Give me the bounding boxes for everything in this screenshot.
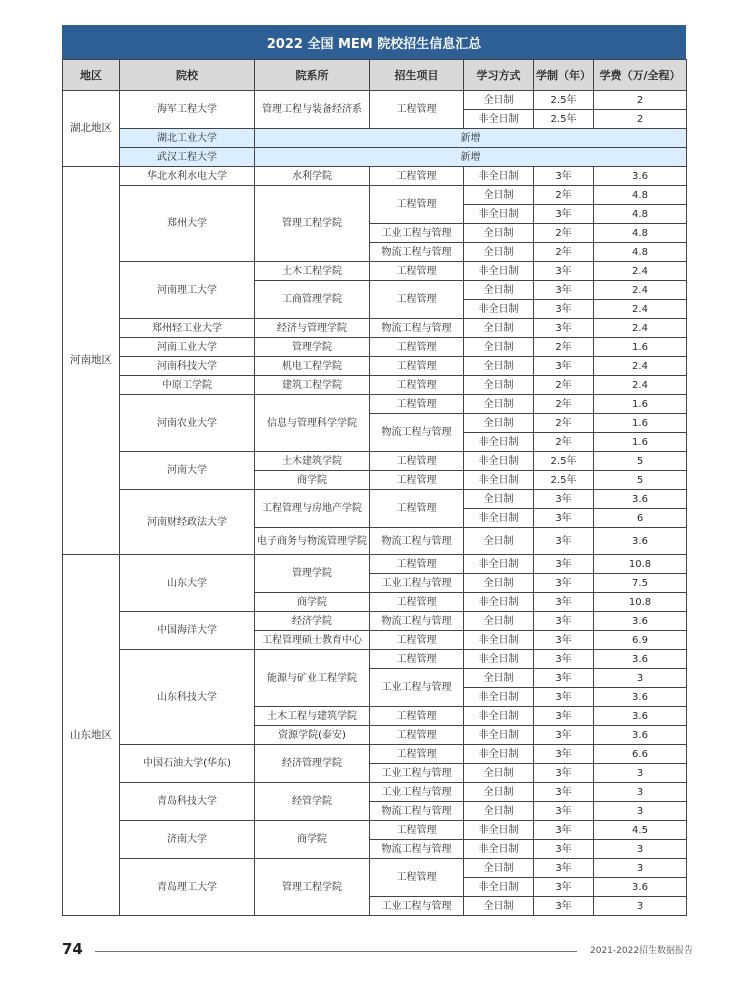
tuition-cell: 4.8 — [594, 205, 687, 224]
duration-cell: 3年 — [534, 688, 594, 707]
department-cell: 商学院 — [255, 593, 370, 612]
mode-cell: 全日制 — [464, 859, 534, 878]
school-cell: 山东科技大学 — [120, 650, 255, 745]
col-header-program: 招生项目 — [370, 60, 464, 91]
school-cell: 郑州轻工业大学 — [120, 319, 255, 338]
program-cell: 工程管理 — [370, 707, 464, 726]
mode-cell: 非全日制 — [464, 745, 534, 764]
mode-cell: 全日制 — [464, 897, 534, 916]
tuition-cell: 3.6 — [594, 612, 687, 631]
mode-cell: 全日制 — [464, 281, 534, 300]
table-row — [63, 319, 687, 338]
department-cell: 信息与管理科学学院 — [255, 395, 370, 452]
tuition-cell: 3.6 — [594, 878, 687, 897]
program-cell: 物流工程与管理 — [370, 528, 464, 555]
duration-cell: 3年 — [534, 593, 594, 612]
col-header-region: 地区 — [63, 60, 120, 91]
duration-cell: 3年 — [534, 878, 594, 897]
program-cell: 工程管理 — [370, 357, 464, 376]
table-row — [63, 395, 687, 414]
duration-cell: 2年 — [534, 338, 594, 357]
duration-cell: 2.5年 — [534, 471, 594, 490]
table-row — [63, 821, 687, 840]
department-cell: 建筑工程学院 — [255, 376, 370, 395]
department-cell: 管理工程与装备经济系 — [255, 91, 370, 129]
duration-cell: 3年 — [534, 897, 594, 916]
school-cell: 湖北工业大学 — [120, 129, 255, 148]
mode-cell: 全日制 — [464, 395, 534, 414]
tuition-cell: 4.5 — [594, 821, 687, 840]
tuition-cell: 3 — [594, 783, 687, 802]
table-row — [63, 91, 687, 110]
mode-cell: 全日制 — [464, 528, 534, 555]
mode-cell: 全日制 — [464, 783, 534, 802]
duration-cell: 2.5年 — [534, 91, 594, 110]
mode-cell: 全日制 — [464, 764, 534, 783]
tuition-cell: 4.8 — [594, 186, 687, 205]
program-cell: 物流工程与管理 — [370, 840, 464, 859]
mode-cell: 非全日制 — [464, 452, 534, 471]
program-cell: 工程管理 — [370, 395, 464, 414]
program-cell: 工程管理 — [370, 490, 464, 528]
department-cell: 水利学院 — [255, 167, 370, 186]
table-title: 2022 全国 MEM 院校招生信息汇总 — [62, 25, 686, 59]
program-cell: 工业工程与管理 — [370, 783, 464, 802]
tuition-cell: 1.6 — [594, 414, 687, 433]
tuition-cell: 3 — [594, 859, 687, 878]
school-cell: 河南农业大学 — [120, 395, 255, 452]
program-cell: 工业工程与管理 — [370, 897, 464, 916]
school-cell: 青岛理工大学 — [120, 859, 255, 916]
mode-cell: 全日制 — [464, 414, 534, 433]
program-cell: 物流工程与管理 — [370, 802, 464, 821]
school-cell: 河南工业大学 — [120, 338, 255, 357]
duration-cell: 2年 — [534, 414, 594, 433]
tuition-cell: 2 — [594, 110, 687, 129]
program-cell: 工程管理 — [370, 593, 464, 612]
mode-cell: 全日制 — [464, 574, 534, 593]
duration-cell: 3年 — [534, 357, 594, 376]
table-row — [63, 338, 687, 357]
mode-cell: 非全日制 — [464, 840, 534, 859]
header-row — [63, 60, 687, 91]
duration-cell: 3年 — [534, 669, 594, 688]
col-header-tuition: 学费（万/全程） — [594, 60, 687, 91]
department-cell: 管理工程学院 — [255, 186, 370, 262]
tuition-cell: 4.8 — [594, 224, 687, 243]
program-cell: 工程管理 — [370, 91, 464, 129]
duration-cell: 3年 — [534, 707, 594, 726]
school-cell: 海军工程大学 — [120, 91, 255, 129]
school-cell: 河南理工大学 — [120, 262, 255, 319]
tuition-cell: 3 — [594, 802, 687, 821]
tuition-cell: 3 — [594, 840, 687, 859]
tuition-cell: 3.6 — [594, 528, 687, 555]
department-cell: 经济学院 — [255, 612, 370, 631]
mode-cell: 非全日制 — [464, 821, 534, 840]
mode-cell: 非全日制 — [464, 110, 534, 129]
mode-cell: 非全日制 — [464, 650, 534, 669]
department-cell: 商学院 — [255, 471, 370, 490]
tuition-cell: 2.4 — [594, 357, 687, 376]
department-cell: 资源学院(泰安) — [255, 726, 370, 745]
tuition-cell: 6 — [594, 509, 687, 528]
duration-cell: 3年 — [534, 745, 594, 764]
program-cell: 物流工程与管理 — [370, 319, 464, 338]
mode-cell: 非全日制 — [464, 726, 534, 745]
duration-cell: 3年 — [534, 650, 594, 669]
program-cell: 物流工程与管理 — [370, 243, 464, 262]
duration-cell: 2年 — [534, 186, 594, 205]
mode-cell: 全日制 — [464, 319, 534, 338]
mode-cell: 全日制 — [464, 802, 534, 821]
program-cell: 工程管理 — [370, 186, 464, 224]
program-cell: 工程管理 — [370, 376, 464, 395]
tuition-cell: 7.5 — [594, 574, 687, 593]
mode-cell: 全日制 — [464, 186, 534, 205]
school-cell: 河南财经政法大学 — [120, 490, 255, 555]
department-cell: 经济与管理学院 — [255, 319, 370, 338]
school-cell: 河南大学 — [120, 452, 255, 490]
program-cell: 工业工程与管理 — [370, 574, 464, 593]
program-cell: 工程管理 — [370, 281, 464, 319]
col-header-school: 院校 — [120, 60, 255, 91]
mode-cell: 非全日制 — [464, 707, 534, 726]
duration-cell: 2年 — [534, 433, 594, 452]
footer-divider — [95, 951, 577, 952]
school-cell: 中国海洋大学 — [120, 612, 255, 650]
department-cell: 管理学院 — [255, 555, 370, 593]
program-cell: 工业工程与管理 — [370, 669, 464, 707]
duration-cell: 3年 — [534, 509, 594, 528]
duration-cell: 3年 — [534, 631, 594, 650]
duration-cell: 3年 — [534, 528, 594, 555]
tuition-cell: 1.6 — [594, 338, 687, 357]
duration-cell: 2.5年 — [534, 452, 594, 471]
tuition-cell: 2.4 — [594, 300, 687, 319]
program-cell: 工程管理 — [370, 471, 464, 490]
table-row — [63, 745, 687, 764]
region-cell: 湖北地区 — [63, 91, 120, 167]
tuition-cell: 1.6 — [594, 433, 687, 452]
duration-cell: 3年 — [534, 262, 594, 281]
table-row — [63, 148, 687, 167]
col-header-duration: 学制（年） — [534, 60, 594, 91]
school-cell: 济南大学 — [120, 821, 255, 859]
duration-cell: 3年 — [534, 840, 594, 859]
mode-cell: 非全日制 — [464, 509, 534, 528]
department-cell: 经管学院 — [255, 783, 370, 821]
col-header-department: 院系所 — [255, 60, 370, 91]
table-row — [63, 262, 687, 281]
duration-cell: 2.5年 — [534, 110, 594, 129]
tuition-cell: 10.8 — [594, 593, 687, 612]
program-cell: 物流工程与管理 — [370, 414, 464, 452]
table-row — [63, 490, 687, 509]
department-cell: 机电工程学院 — [255, 357, 370, 376]
mode-cell: 非全日制 — [464, 878, 534, 897]
page-number: 74 — [62, 940, 83, 958]
tuition-cell: 3 — [594, 897, 687, 916]
mode-cell: 非全日制 — [464, 471, 534, 490]
tuition-cell: 3 — [594, 764, 687, 783]
mode-cell: 非全日制 — [464, 300, 534, 319]
mode-cell: 非全日制 — [464, 167, 534, 186]
program-cell: 工程管理 — [370, 262, 464, 281]
school-cell: 青岛科技大学 — [120, 783, 255, 821]
tuition-cell: 2 — [594, 91, 687, 110]
duration-cell: 3年 — [534, 802, 594, 821]
tuition-cell: 1.6 — [594, 395, 687, 414]
table-row — [63, 650, 687, 669]
mode-cell: 非全日制 — [464, 688, 534, 707]
tuition-cell: 4.8 — [594, 243, 687, 262]
duration-cell: 3年 — [534, 319, 594, 338]
table-row — [63, 859, 687, 878]
duration-cell: 3年 — [534, 574, 594, 593]
tuition-cell: 5 — [594, 471, 687, 490]
table-row — [63, 186, 687, 205]
duration-cell: 3年 — [534, 300, 594, 319]
tuition-cell: 3.6 — [594, 707, 687, 726]
duration-cell: 3年 — [534, 612, 594, 631]
mode-cell: 全日制 — [464, 669, 534, 688]
tuition-cell: 3.6 — [594, 726, 687, 745]
new-cell: 新增 — [255, 148, 687, 167]
department-cell: 工程管理与房地产学院 — [255, 490, 370, 528]
tuition-cell: 3.6 — [594, 650, 687, 669]
school-cell: 山东大学 — [120, 555, 255, 612]
duration-cell: 3年 — [534, 726, 594, 745]
department-cell: 经济管理学院 — [255, 745, 370, 783]
tuition-cell: 10.8 — [594, 555, 687, 574]
tuition-cell: 2.4 — [594, 376, 687, 395]
tuition-cell: 3.6 — [594, 490, 687, 509]
program-cell: 工程管理 — [370, 631, 464, 650]
school-cell: 华北水利水电大学 — [120, 167, 255, 186]
program-cell: 工业工程与管理 — [370, 764, 464, 783]
mode-cell: 非全日制 — [464, 205, 534, 224]
duration-cell: 3年 — [534, 821, 594, 840]
department-cell: 管理学院 — [255, 338, 370, 357]
mode-cell: 非全日制 — [464, 555, 534, 574]
duration-cell: 3年 — [534, 281, 594, 300]
region-cell: 河南地区 — [63, 167, 120, 555]
new-cell: 新增 — [255, 129, 687, 148]
region-cell: 山东地区 — [63, 555, 120, 916]
duration-cell: 3年 — [534, 555, 594, 574]
tuition-cell: 6.6 — [594, 745, 687, 764]
department-cell: 工程管理硕士教育中心 — [255, 631, 370, 650]
table-row — [63, 555, 687, 574]
department-cell: 土木建筑学院 — [255, 452, 370, 471]
mode-cell: 全日制 — [464, 490, 534, 509]
mode-cell: 非全日制 — [464, 433, 534, 452]
duration-cell: 3年 — [534, 859, 594, 878]
duration-cell: 2年 — [534, 243, 594, 262]
program-cell: 工程管理 — [370, 859, 464, 897]
department-cell: 能源与矿业工程学院 — [255, 650, 370, 707]
duration-cell: 3年 — [534, 167, 594, 186]
duration-cell: 3年 — [534, 490, 594, 509]
mode-cell: 全日制 — [464, 224, 534, 243]
school-cell: 河南科技大学 — [120, 357, 255, 376]
table-row — [63, 376, 687, 395]
program-cell: 工程管理 — [370, 650, 464, 669]
tuition-cell: 3.6 — [594, 167, 687, 186]
program-cell: 工程管理 — [370, 338, 464, 357]
mode-cell: 非全日制 — [464, 593, 534, 612]
mode-cell: 全日制 — [464, 243, 534, 262]
department-cell: 土木工程与建筑学院 — [255, 707, 370, 726]
mode-cell: 非全日制 — [464, 262, 534, 281]
table-row — [63, 129, 687, 148]
mode-cell: 非全日制 — [464, 631, 534, 650]
report-title: 2021-2022招生数据报告 — [590, 946, 694, 956]
program-cell: 物流工程与管理 — [370, 612, 464, 631]
program-cell: 工程管理 — [370, 821, 464, 840]
mode-cell: 全日制 — [464, 376, 534, 395]
tuition-cell: 6.9 — [594, 631, 687, 650]
duration-cell: 2年 — [534, 395, 594, 414]
school-cell: 武汉工程大学 — [120, 148, 255, 167]
tuition-cell: 3 — [594, 669, 687, 688]
table-row — [63, 612, 687, 631]
school-cell: 中国石油大学(华东) — [120, 745, 255, 783]
col-header-study-mode: 学习方式 — [464, 60, 534, 91]
program-cell: 工程管理 — [370, 726, 464, 745]
program-cell: 工程管理 — [370, 167, 464, 186]
tuition-cell: 2.4 — [594, 281, 687, 300]
program-cell: 工程管理 — [370, 745, 464, 764]
department-cell: 商学院 — [255, 821, 370, 859]
department-cell: 电子商务与物流管理学院 — [255, 528, 370, 555]
admissions-table — [62, 59, 687, 916]
department-cell: 工商管理学院 — [255, 281, 370, 319]
tuition-cell: 2.4 — [594, 262, 687, 281]
department-cell: 管理工程学院 — [255, 859, 370, 916]
duration-cell: 2年 — [534, 224, 594, 243]
school-cell: 郑州大学 — [120, 186, 255, 262]
mode-cell: 全日制 — [464, 357, 534, 376]
school-cell: 中原工学院 — [120, 376, 255, 395]
tuition-cell: 5 — [594, 452, 687, 471]
tuition-cell: 2.4 — [594, 319, 687, 338]
duration-cell: 3年 — [534, 764, 594, 783]
table-row — [63, 357, 687, 376]
program-cell: 工业工程与管理 — [370, 224, 464, 243]
table-row — [63, 783, 687, 802]
department-cell: 土木工程学院 — [255, 262, 370, 281]
duration-cell: 3年 — [534, 783, 594, 802]
program-cell: 工程管理 — [370, 452, 464, 471]
tuition-cell: 3.6 — [594, 688, 687, 707]
mode-cell: 全日制 — [464, 612, 534, 631]
program-cell: 工程管理 — [370, 555, 464, 574]
duration-cell: 2年 — [534, 376, 594, 395]
table-row — [63, 452, 687, 471]
mode-cell: 全日制 — [464, 91, 534, 110]
mode-cell: 全日制 — [464, 338, 534, 357]
duration-cell: 3年 — [534, 205, 594, 224]
table-row — [63, 167, 687, 186]
